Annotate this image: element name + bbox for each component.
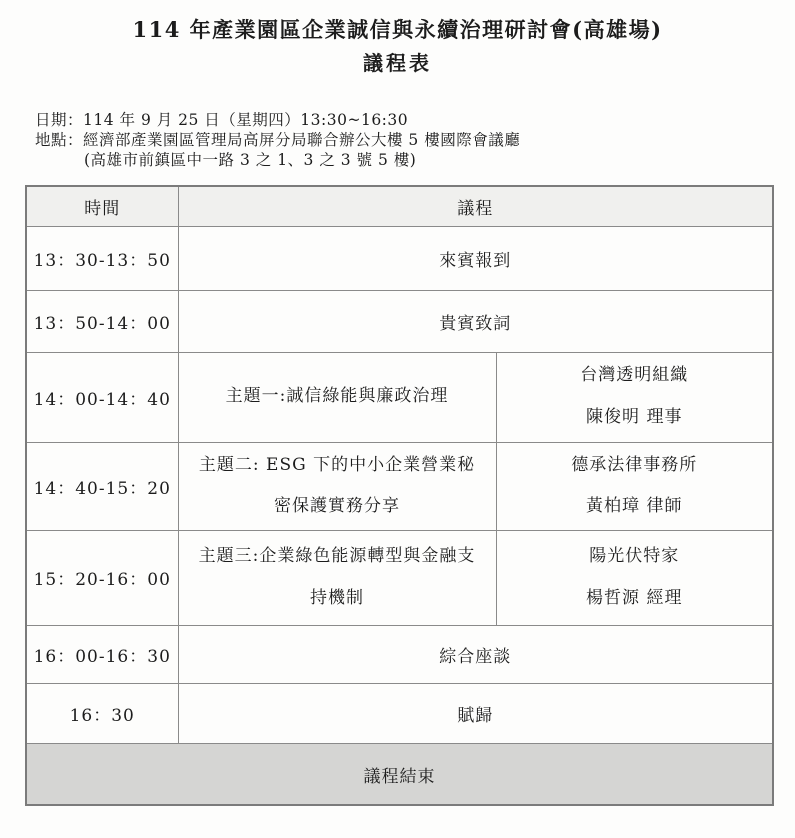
agenda-table [25,185,774,806]
speaker-name: 楊哲源 經理 [586,587,683,608]
header-agenda: 議程 [178,186,773,226]
event-address-line: (高雄市前鎮區中一路 3 之 1、3 之 3 號 5 樓) [84,151,417,169]
agenda-topic-cell [178,352,496,442]
time-cell: 13：30-13：50 [26,226,178,290]
event-date-line: 日期：114 年 9 月 25 日（星期四）13:30~16:30 [35,111,409,129]
table-footer-row [26,743,773,805]
table-row [26,683,773,743]
table-row [26,625,773,683]
speaker-cell [496,442,773,530]
time-cell: 15：20-16：00 [26,530,178,625]
speaker-cell [496,352,773,442]
topic-line: 主題三:企業綠色能源轉型與金融支 [198,546,476,567]
time-cell: 14：40-15：20 [26,442,178,530]
time-cell: 13：50-14：00 [26,290,178,352]
time-cell: 14：00-14：40 [26,352,178,442]
table-row [26,530,773,625]
agenda-cell: 來賓報到 [178,226,773,290]
event-info-block [35,110,795,170]
header-time: 時間 [26,186,178,226]
topic-line: 持機制 [310,587,364,608]
table-header-row [26,186,773,226]
agenda-topic-cell [178,530,496,625]
speaker-cell [496,530,773,625]
agenda-cell: 綜合座談 [178,625,773,683]
table-row [26,290,773,352]
speaker-name: 陳俊明 理事 [586,407,683,427]
document-subtitle: 議程表 [363,51,432,75]
topic-line: 主題一:誠信綠能與廉政治理 [225,386,449,407]
speaker-org: 陽光伏特家 [589,546,680,567]
topic-line: 密保護實務分享 [274,496,400,517]
topic-line: 主題二: ESG 下的中小企業營業秘 [198,454,476,475]
table-row [26,442,773,530]
speaker-org: 德承法律事務所 [571,454,698,475]
agenda-cell: 賦歸 [178,683,773,743]
table-row [26,226,773,290]
event-location-line: 地點：經濟部產業園區管理局高屏分局聯合辦公大樓 5 樓國際會議廳 [35,131,521,149]
speaker-org: 台灣透明組織 [580,365,689,386]
time-cell: 16：30 [26,683,178,743]
speaker-name: 黃柏璋 律師 [586,496,683,517]
document-title-block [0,15,795,78]
agenda-topic-cell [178,442,496,530]
document-title: 114 年產業園區企業誠信與永續治理研討會(高雄場) [132,17,663,42]
footer-cell: 議程結束 [26,743,773,805]
table-row [26,352,773,442]
time-cell: 16：00-16：30 [26,625,178,683]
agenda-cell: 貴賓致詞 [178,290,773,352]
